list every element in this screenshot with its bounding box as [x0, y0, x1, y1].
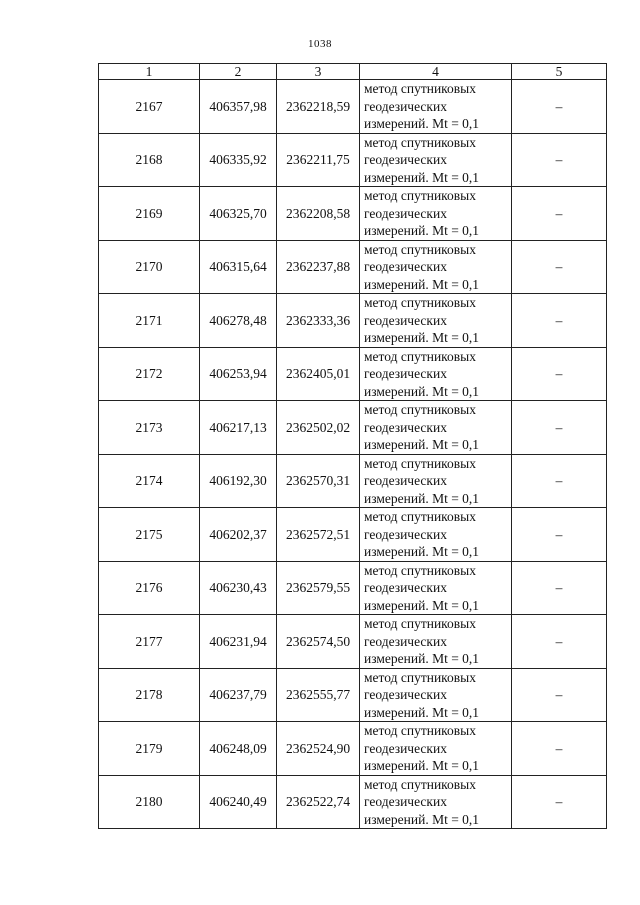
method-cell: [360, 615, 512, 669]
method-text-line: геодезических: [364, 152, 447, 167]
x-coordinate-cell: 406240,49: [200, 775, 277, 829]
point-number-cell: 2178: [99, 668, 200, 722]
note-cell: –: [512, 401, 607, 455]
column-header: 1: [99, 64, 200, 80]
y-coordinate-cell: 2362522,74: [277, 775, 360, 829]
method-cell: [360, 187, 512, 241]
note-cell: –: [512, 722, 607, 776]
point-number-cell: 2169: [99, 187, 200, 241]
method-text-line: измерений. Mt = 0,1: [364, 169, 480, 185]
y-coordinate-cell: 2362555,77: [277, 668, 360, 722]
x-coordinate-cell: 406230,43: [200, 561, 277, 615]
x-coordinate-cell: 406335,92: [200, 133, 277, 187]
x-coordinate-cell: 406202,37: [200, 508, 277, 562]
method-text-line: геодезических: [364, 98, 447, 114]
table-row: [99, 133, 607, 187]
coordinates-table: [98, 63, 607, 829]
method-text-line: геодезических: [364, 580, 447, 595]
method-text-line: метод спутниковых: [364, 723, 476, 738]
table-row: [99, 454, 607, 508]
x-coordinate-cell: 406325,70: [200, 187, 277, 241]
note-cell: –: [512, 508, 607, 562]
note-cell: –: [512, 561, 607, 615]
y-coordinate-cell: 2362218,59: [277, 80, 360, 134]
method-cell: [360, 668, 512, 722]
table-header-row: [99, 64, 607, 80]
x-coordinate-cell: 406192,30: [200, 454, 277, 508]
y-coordinate-cell: 2362502,02: [277, 401, 360, 455]
method-cell: [360, 722, 512, 776]
method-text-line: геодезических: [364, 205, 447, 221]
method-text-line: измерений. Mt = 0,1: [364, 544, 480, 559]
method-text-line: метод спутниковых: [364, 348, 476, 364]
method-text-line: измерений. Mt = 0,1: [364, 704, 480, 720]
y-coordinate-cell: 2362405,01: [277, 347, 360, 401]
method-cell: [360, 240, 512, 294]
table-row: [99, 80, 607, 134]
method-text-line: метод спутниковых: [364, 188, 476, 203]
point-number-cell: 2179: [99, 722, 200, 776]
note-cell: –: [512, 615, 607, 669]
column-header: 5: [512, 64, 607, 80]
table-row: [99, 615, 607, 669]
y-coordinate-cell: 2362579,55: [277, 561, 360, 615]
y-coordinate-cell: 2362524,90: [277, 722, 360, 776]
x-coordinate-cell: 406315,64: [200, 240, 277, 294]
method-text-line: измерений. Mt = 0,1: [364, 490, 480, 506]
method-text-line: геодезических: [364, 473, 447, 488]
point-number-cell: 2180: [99, 775, 200, 829]
x-coordinate-cell: 406357,98: [200, 80, 277, 134]
method-text-line: метод спутниковых: [364, 295, 476, 310]
note-cell: –: [512, 133, 607, 187]
note-cell: –: [512, 454, 607, 508]
x-coordinate-cell: 406278,48: [200, 294, 277, 348]
note-cell: –: [512, 347, 607, 401]
note-cell: –: [512, 187, 607, 241]
method-text-line: геодезических: [364, 526, 447, 542]
x-coordinate-cell: 406248,09: [200, 722, 277, 776]
method-cell: [360, 133, 512, 187]
method-cell: [360, 347, 512, 401]
point-number-cell: 2168: [99, 133, 200, 187]
column-header: 4: [360, 64, 512, 80]
y-coordinate-cell: 2362333,36: [277, 294, 360, 348]
table-row: [99, 347, 607, 401]
method-text-line: измерений. Mt = 0,1: [364, 383, 480, 399]
table-row: [99, 401, 607, 455]
method-text-line: метод спутниковых: [364, 81, 476, 96]
method-cell: [360, 508, 512, 562]
method-text-line: метод спутниковых: [364, 669, 476, 685]
method-text-line: измерений. Mt = 0,1: [364, 651, 480, 666]
method-text-line: геодезических: [364, 419, 447, 435]
column-header: 2: [200, 64, 277, 80]
point-number-cell: 2171: [99, 294, 200, 348]
method-cell: [360, 80, 512, 134]
method-text-line: геодезических: [364, 794, 447, 809]
table-row: [99, 668, 607, 722]
y-coordinate-cell: 2362574,50: [277, 615, 360, 669]
point-number-cell: 2177: [99, 615, 200, 669]
table-row: [99, 294, 607, 348]
y-coordinate-cell: 2362572,51: [277, 508, 360, 562]
method-cell: [360, 775, 512, 829]
table-row: [99, 508, 607, 562]
method-text-line: измерений. Mt = 0,1: [364, 597, 480, 613]
method-text-line: метод спутниковых: [364, 241, 476, 257]
table-body: [99, 64, 607, 829]
method-cell: [360, 561, 512, 615]
y-coordinate-cell: 2362570,31: [277, 454, 360, 508]
point-number-cell: 2176: [99, 561, 200, 615]
method-text-line: метод спутниковых: [364, 134, 476, 150]
method-text-line: метод спутниковых: [364, 509, 476, 524]
note-cell: –: [512, 668, 607, 722]
y-coordinate-cell: 2362237,88: [277, 240, 360, 294]
point-number-cell: 2173: [99, 401, 200, 455]
method-text-line: метод спутниковых: [364, 402, 476, 417]
method-text-line: геодезических: [364, 312, 447, 328]
point-number-cell: 2174: [99, 454, 200, 508]
method-text-line: измерений. Mt = 0,1: [364, 437, 480, 452]
y-coordinate-cell: 2362208,58: [277, 187, 360, 241]
x-coordinate-cell: 406231,94: [200, 615, 277, 669]
method-text-line: метод спутниковых: [364, 455, 476, 471]
column-header: 3: [277, 64, 360, 80]
note-cell: –: [512, 240, 607, 294]
table-row: [99, 561, 607, 615]
point-number-cell: 2172: [99, 347, 200, 401]
method-text-line: измерений. Mt = 0,1: [364, 223, 480, 238]
point-number-cell: 2175: [99, 508, 200, 562]
x-coordinate-cell: 406253,94: [200, 347, 277, 401]
method-text-line: измерений. Mt = 0,1: [364, 116, 480, 131]
method-text-line: геодезических: [364, 366, 447, 381]
y-coordinate-cell: 2362211,75: [277, 133, 360, 187]
page-number: 1038: [308, 38, 332, 50]
method-text-line: измерений. Mt = 0,1: [364, 276, 480, 292]
method-text-line: измерений. Mt = 0,1: [364, 758, 480, 773]
method-text-line: геодезических: [364, 740, 447, 756]
point-number-cell: 2170: [99, 240, 200, 294]
method-text-line: метод спутниковых: [364, 562, 476, 578]
note-cell: –: [512, 80, 607, 134]
method-text-line: геодезических: [364, 633, 447, 649]
method-text-line: геодезических: [364, 687, 447, 702]
method-text-line: геодезических: [364, 259, 447, 274]
method-cell: [360, 401, 512, 455]
note-cell: –: [512, 294, 607, 348]
table-row: [99, 722, 607, 776]
x-coordinate-cell: 406217,13: [200, 401, 277, 455]
method-text-line: метод спутниковых: [364, 776, 476, 792]
point-number-cell: 2167: [99, 80, 200, 134]
note-cell: –: [512, 775, 607, 829]
method-text-line: метод спутниковых: [364, 616, 476, 631]
table-row: [99, 240, 607, 294]
method-text-line: измерений. Mt = 0,1: [364, 330, 480, 345]
table-row: [99, 775, 607, 829]
x-coordinate-cell: 406237,79: [200, 668, 277, 722]
method-cell: [360, 294, 512, 348]
table-row: [99, 187, 607, 241]
method-cell: [360, 454, 512, 508]
method-text-line: измерений. Mt = 0,1: [364, 811, 480, 827]
